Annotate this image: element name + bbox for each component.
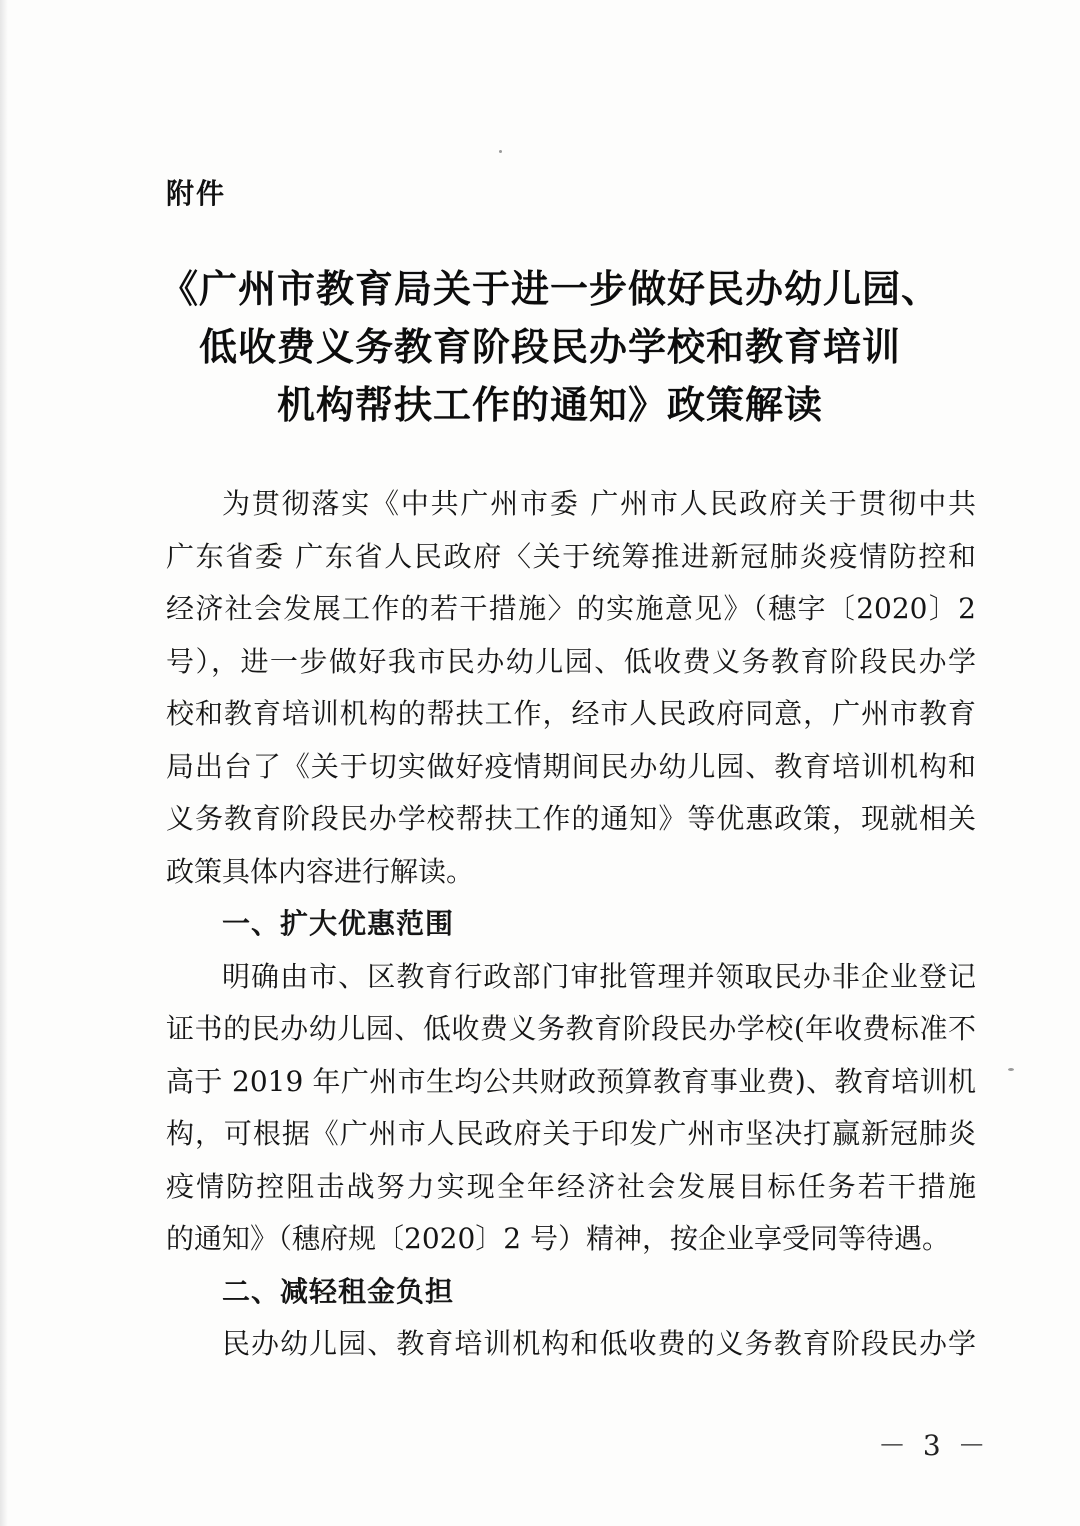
title-line: 机构帮扶工作的通知》政策解读 <box>276 382 823 427</box>
scan-edge-shadow <box>0 0 8 1526</box>
body-line: 号），进一步做好我市民办幼儿园、低收费义务教育阶段民办学 <box>166 644 976 678</box>
attachment-label: 附件 <box>166 177 227 210</box>
body-line: 广东省委 广东省人民政府〈关于统筹推进新冠肺炎疫情防控和 <box>166 539 976 573</box>
scan-speck <box>1008 1068 1014 1071</box>
body-line: 明确由市、区教育行政部门审批管理并领取民办非企业登记 <box>222 959 976 993</box>
body-line: 为贯彻落实《中共广州市委 广州市人民政府关于贯彻中共 <box>222 487 976 520</box>
body-line: 高于 2019 年广州市生均公共财政预算教育事业费)、教育培训机 <box>166 1064 976 1098</box>
body-line: 证书的民办幼儿园、低收费义务教育阶段民办学校(年收费标准不 <box>166 1012 976 1045</box>
title-line: 《广州市教育局关于进一步做好民办幼儿园、 <box>159 266 940 311</box>
page-number: － 3 － <box>878 1429 990 1462</box>
scan-speck <box>499 150 502 153</box>
body-line: 构，可根据《广州市人民政府关于印发广州市坚决打赢新冠肺炎 <box>166 1117 976 1150</box>
document-title <box>150 260 950 434</box>
body-line: 校和教育培训机构的帮扶工作，经市人民政府同意，广州市教育 <box>166 697 976 730</box>
body-line: 政策具体内容进行解读。 <box>166 854 475 888</box>
document-body <box>166 478 976 1371</box>
body-line: 民办幼儿园、教育培训机构和低收费的义务教育阶段民办学 <box>222 1327 976 1360</box>
body-line: 经济社会发展工作的若干措施〉的实施意见》（穗字〔2020〕2 <box>166 592 976 625</box>
title-line: 低收费义务教育阶段民办学校和教育培训 <box>198 324 901 369</box>
body-line: 义务教育阶段民办学校帮扶工作的通知》等优惠政策，现就相关 <box>166 802 976 835</box>
section-heading: 一、扩大优惠范围 <box>222 907 455 940</box>
section-heading: 二、减轻租金负担 <box>222 1274 455 1308</box>
body-line: 的通知》（穗府规〔2020〕2 号）精神，按企业享受同等待遇。 <box>166 1222 950 1255</box>
body-line: 疫情防控阻击战努力实现全年经济社会发展目标任务若干措施 <box>166 1169 976 1203</box>
body-line: 局出台了《关于切实做好疫情期间民办幼儿园、教育培训机构和 <box>166 749 976 783</box>
